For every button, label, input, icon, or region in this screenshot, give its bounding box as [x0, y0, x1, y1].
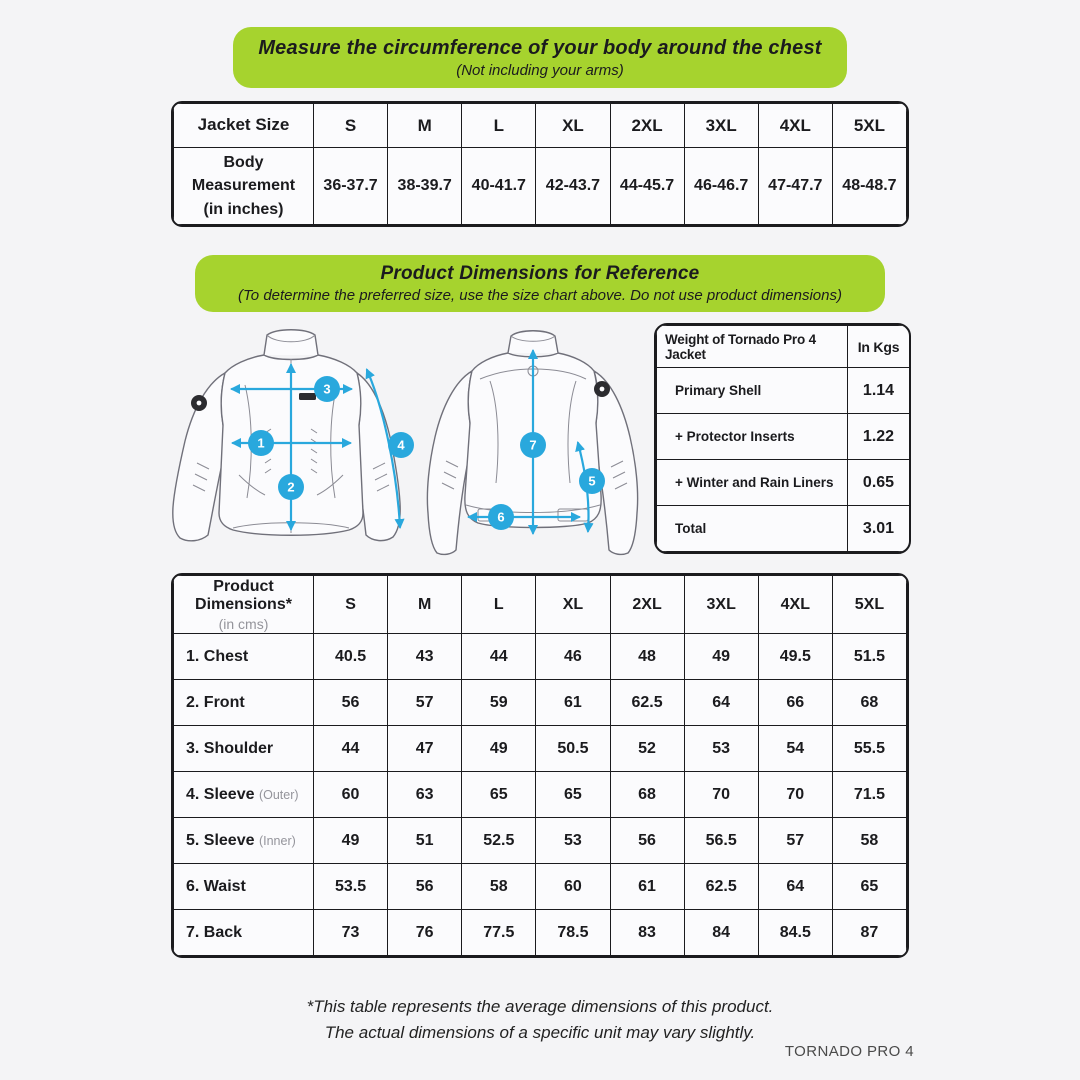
dims-header-label: [174, 576, 314, 634]
dimension-value: 49: [314, 818, 388, 864]
dimensions-disclaimer: [0, 994, 1080, 1047]
dimension-value: 70: [758, 772, 832, 818]
size-header-row: [174, 104, 907, 148]
dimension-value: 65: [832, 864, 906, 910]
dims-row-sleeve-outer: [174, 772, 907, 818]
dimension-value: 52: [610, 726, 684, 772]
dimension-value: 40.5: [314, 634, 388, 680]
dimension-value: 50.5: [536, 726, 610, 772]
dims-row-shoulder: [174, 726, 907, 772]
size-column-header: 3XL: [684, 104, 758, 148]
size-column-header: XL: [536, 104, 610, 148]
dimension-value: 84: [684, 910, 758, 956]
dimension-value: 49: [462, 726, 536, 772]
dims-row-label: 7. Back: [186, 923, 243, 941]
dimension-value: 56: [314, 680, 388, 726]
dimension-value: 61: [536, 680, 610, 726]
dimension-value: 49: [684, 634, 758, 680]
svg-text:5: 5: [588, 473, 596, 489]
dimension-value: 51.5: [832, 634, 906, 680]
size-column-header: S: [314, 576, 388, 634]
diagram-and-weight-section: [169, 323, 911, 565]
jacket-back-diagram: [420, 323, 650, 565]
dimension-value: 57: [758, 818, 832, 864]
dimension-value: 55.5: [832, 726, 906, 772]
weight-row-label: Primary Shell: [657, 368, 848, 414]
back-right-sleeve: [594, 371, 638, 554]
body-measurement-value: 48-48.7: [832, 148, 906, 225]
size-column-header: 2XL: [610, 104, 684, 148]
dims-row-back: [174, 910, 907, 956]
weight-row-primary-shell: [657, 368, 910, 414]
size-column-header: 5XL: [832, 576, 906, 634]
dims-header-row: [174, 576, 907, 634]
marker-chest: [248, 430, 274, 456]
marker-sleeve-outer: [388, 432, 414, 458]
dimension-value: 64: [758, 864, 832, 910]
dims-row-label: 4. Sleeve: [186, 785, 255, 803]
dimension-value: 53: [684, 726, 758, 772]
svg-text:6: 6: [497, 509, 505, 525]
size-column-header: 4XL: [758, 576, 832, 634]
svg-text:1: 1: [257, 435, 265, 451]
dims-row-note: (Outer): [258, 787, 299, 802]
weight-row-total: [657, 506, 910, 552]
dims-row-label: 5. Sleeve: [186, 831, 255, 849]
dimension-value: 71.5: [832, 772, 906, 818]
dims-row-front: [174, 680, 907, 726]
marker-sleeve-inner: [579, 468, 605, 494]
weight-row-protector-inserts: [657, 414, 910, 460]
svg-text:7: 7: [529, 437, 537, 453]
dims-row-chest: [174, 634, 907, 680]
body-measurement-value: 47-47.7: [758, 148, 832, 225]
body-measurement-value: 44-45.7: [610, 148, 684, 225]
dims-header-title: Product Dimensions*: [195, 577, 292, 613]
dimension-value: 43: [388, 634, 462, 680]
size-column-header: S: [314, 104, 388, 148]
marker-waist: [488, 504, 514, 530]
back-collar: [508, 331, 558, 353]
dimension-value: 62.5: [610, 680, 684, 726]
dims-row-label: 6. Waist: [186, 877, 246, 895]
size-column-header: 2XL: [610, 576, 684, 634]
dimension-value: 56.5: [684, 818, 758, 864]
size-column-header: M: [388, 576, 462, 634]
weight-row-value: 1.14: [848, 368, 910, 414]
svg-text:3: 3: [323, 381, 331, 397]
dimension-value: 64: [684, 680, 758, 726]
dimension-value: 70: [684, 772, 758, 818]
measure-banner-title: Measure the circumference of your body around the chest: [258, 37, 822, 59]
dimension-value: 76: [388, 910, 462, 956]
dimension-value: 60: [314, 772, 388, 818]
dims-row-waist: [174, 864, 907, 910]
dimension-value: 60: [536, 864, 610, 910]
dimension-value: 57: [388, 680, 462, 726]
body-measurement-label: Body Measurement (in inches): [174, 148, 314, 225]
weight-row-label: + Protector Inserts: [657, 414, 848, 460]
body-measurement-value: 42-43.7: [536, 148, 610, 225]
marker-shoulder: [314, 376, 340, 402]
dimension-value: 68: [610, 772, 684, 818]
dims-row-label: 3. Shoulder: [186, 739, 274, 757]
size-column-header: XL: [536, 576, 610, 634]
dimension-value: 84.5: [758, 910, 832, 956]
dimension-value: 49.5: [758, 634, 832, 680]
svg-text:2: 2: [287, 479, 295, 495]
dimension-value: 47: [388, 726, 462, 772]
size-column-header: 4XL: [758, 104, 832, 148]
body-measurement-value: 36-37.7: [314, 148, 388, 225]
weight-row-label: Total: [657, 506, 848, 552]
measure-instruction-banner: [233, 27, 847, 88]
dimension-value: 87: [832, 910, 906, 956]
dimension-value: 78.5: [536, 910, 610, 956]
dims-row-sleeve-inner: [174, 818, 907, 864]
measure-banner-subtitle: (Not including your arms): [456, 62, 624, 79]
body-measurement-row: [174, 148, 907, 225]
dimension-value: 53.5: [314, 864, 388, 910]
dimension-value: 83: [610, 910, 684, 956]
front-collar: [264, 330, 318, 355]
dimensions-banner-title: Product Dimensions for Reference: [380, 263, 700, 284]
size-column-header: L: [462, 576, 536, 634]
dimension-value: 61: [610, 864, 684, 910]
product-dimensions-banner: [195, 255, 885, 312]
dimension-value: 65: [536, 772, 610, 818]
dimension-value: 63: [388, 772, 462, 818]
dimension-value: 68: [832, 680, 906, 726]
disclaimer-line-2: The actual dimensions of a specific unit may vary slightly.: [324, 1023, 756, 1043]
dimension-value: 65: [462, 772, 536, 818]
dimension-value: 77.5: [462, 910, 536, 956]
front-chest-logo: [299, 393, 316, 400]
dimension-value: 56: [610, 818, 684, 864]
dimension-value: 44: [462, 634, 536, 680]
disclaimer-line-1: *This table represents the average dimensions of this product.: [306, 997, 774, 1016]
jacket-front-diagram: [169, 323, 416, 565]
body-measurement-value: 38-39.7: [388, 148, 462, 225]
jacket-weight-table: [654, 323, 911, 554]
weight-row-value: 3.01: [848, 506, 910, 552]
size-column-header: L: [462, 104, 536, 148]
weight-row-value: 0.65: [848, 460, 910, 506]
dimension-value: 58: [462, 864, 536, 910]
dimensions-banner-subtitle: (To determine the preferred size, use the size chart above. Do not use product dimensions): [238, 287, 842, 304]
dimension-value: 54: [758, 726, 832, 772]
marker-front: [278, 474, 304, 500]
dimension-value: 44: [314, 726, 388, 772]
dims-header-unit: (in cms): [218, 615, 269, 632]
dimension-value: 62.5: [684, 864, 758, 910]
weight-header-label: Weight of Tornado Pro 4 Jacket: [657, 326, 848, 368]
size-column-header: 5XL: [832, 104, 906, 148]
dimension-value: 51: [388, 818, 462, 864]
product-dimensions-table: [171, 573, 909, 958]
size-column-header: 3XL: [684, 576, 758, 634]
weight-header-row: [657, 326, 910, 368]
dimension-value: 73: [314, 910, 388, 956]
dimension-value: 59: [462, 680, 536, 726]
dimension-value: 56: [388, 864, 462, 910]
jacket-size-table: [171, 101, 909, 227]
dims-row-note: (Inner): [258, 833, 296, 848]
weight-unit-label: In Kgs: [848, 326, 910, 368]
dimension-value: 52.5: [462, 818, 536, 864]
weight-row-value: 1.22: [848, 414, 910, 460]
size-column-header: M: [388, 104, 462, 148]
dimension-value: 58: [832, 818, 906, 864]
dimension-value: 46: [536, 634, 610, 680]
weight-row-winter-rain-liners: [657, 460, 910, 506]
svg-text:4: 4: [397, 437, 405, 453]
size-header-label: Jacket Size: [174, 104, 314, 148]
dims-row-label: 2. Front: [186, 693, 245, 711]
dimension-value: 48: [610, 634, 684, 680]
dims-row-label: 1. Chest: [186, 647, 249, 665]
marker-back: [520, 432, 546, 458]
product-name-label: TORNADO PRO 4: [784, 1043, 914, 1060]
body-measurement-value: 46-46.7: [684, 148, 758, 225]
weight-row-label: + Winter and Rain Liners: [657, 460, 848, 506]
dimension-value: 66: [758, 680, 832, 726]
body-measurement-value: 40-41.7: [462, 148, 536, 225]
dimension-value: 53: [536, 818, 610, 864]
